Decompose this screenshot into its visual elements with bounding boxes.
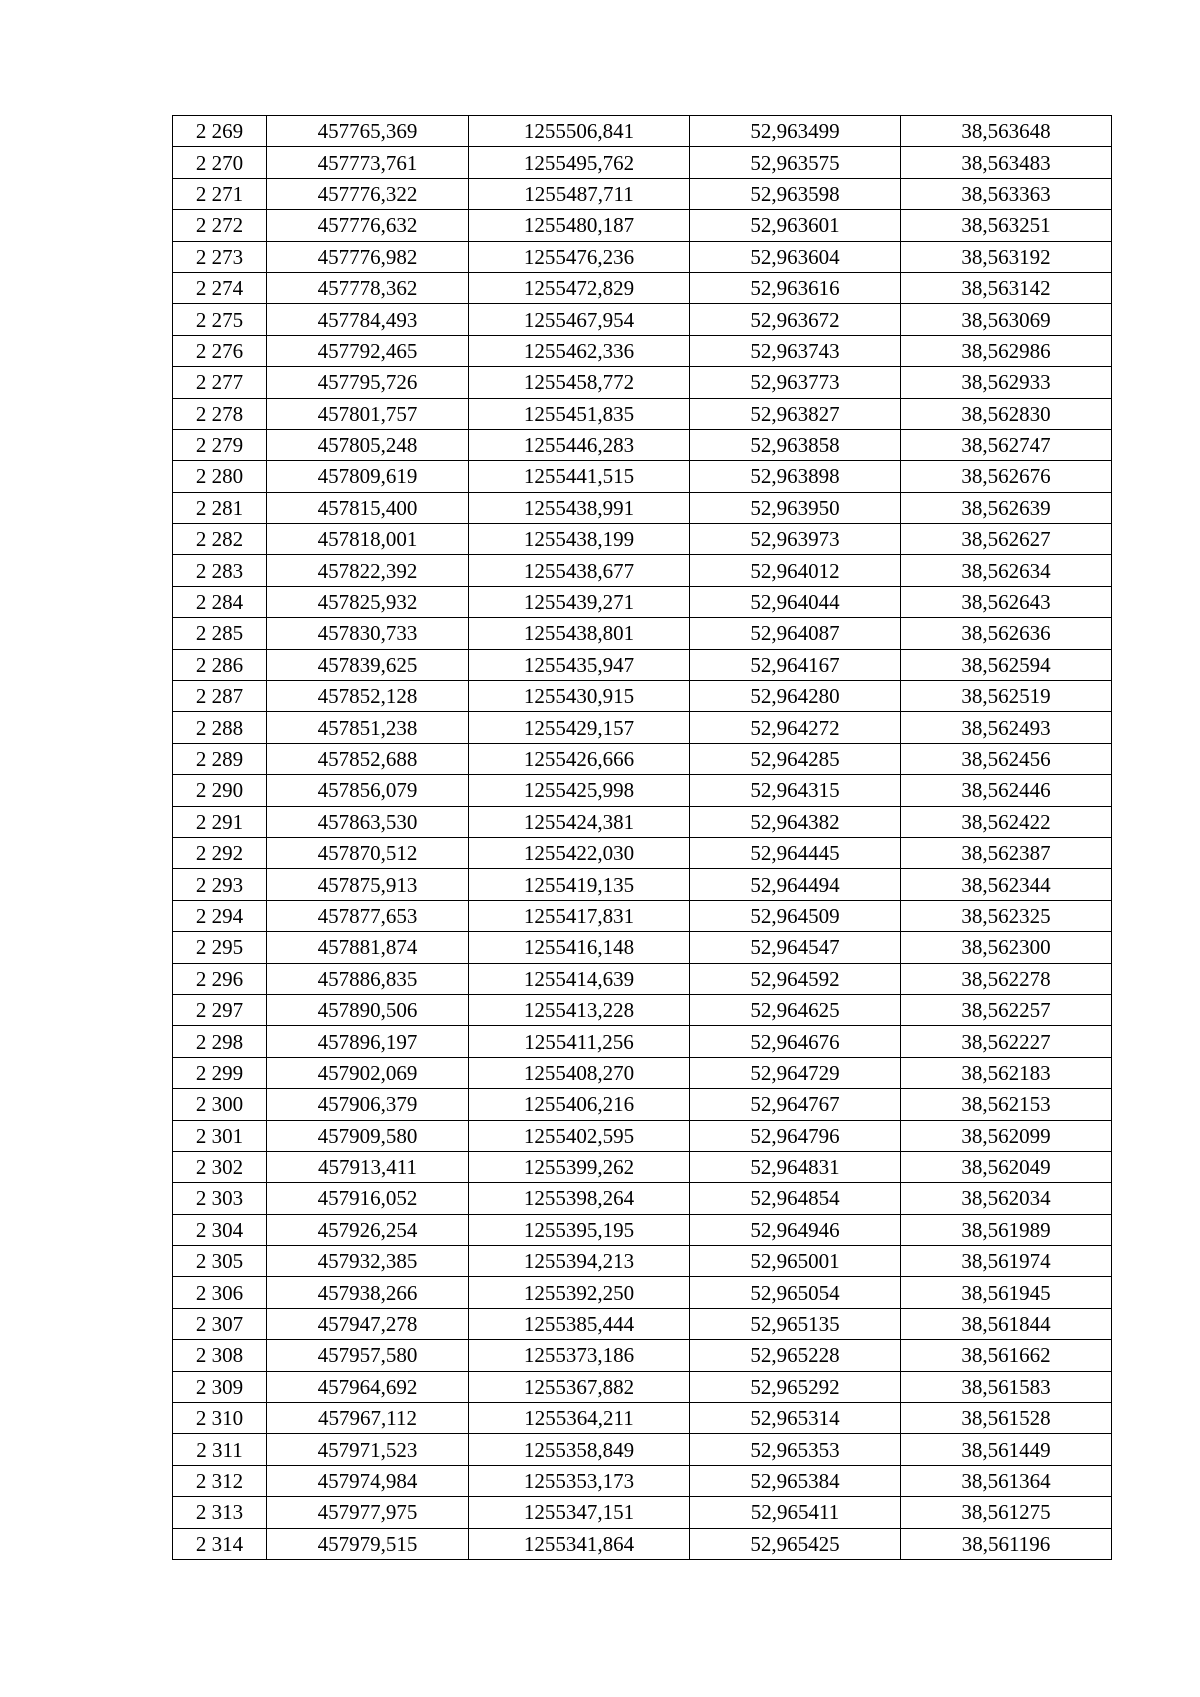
longitude-cell: 38,561364 <box>901 1465 1112 1496</box>
latitude-cell: 52,963773 <box>690 367 901 398</box>
longitude-cell: 38,562153 <box>901 1089 1112 1120</box>
longitude-cell: 38,561528 <box>901 1403 1112 1434</box>
point-number-cell: 2 304 <box>173 1214 267 1245</box>
latitude-cell: 52,965054 <box>690 1277 901 1308</box>
longitude-cell: 38,562344 <box>901 869 1112 900</box>
longitude-cell: 38,563251 <box>901 210 1112 241</box>
y-coordinate-cell: 1255419,135 <box>469 869 690 900</box>
table-row <box>173 1434 1112 1465</box>
latitude-cell: 52,963898 <box>690 461 901 492</box>
latitude-cell: 52,964831 <box>690 1151 901 1182</box>
point-number-cell: 2 276 <box>173 335 267 366</box>
latitude-cell: 52,964315 <box>690 775 901 806</box>
x-coordinate-cell: 457776,982 <box>267 241 469 272</box>
point-number-cell: 2 275 <box>173 304 267 335</box>
longitude-cell: 38,562519 <box>901 681 1112 712</box>
table-row <box>173 869 1112 900</box>
longitude-cell: 38,562933 <box>901 367 1112 398</box>
x-coordinate-cell: 457776,322 <box>267 178 469 209</box>
longitude-cell: 38,562643 <box>901 586 1112 617</box>
y-coordinate-cell: 1255438,199 <box>469 524 690 555</box>
x-coordinate-cell: 457886,835 <box>267 963 469 994</box>
y-coordinate-cell: 1255416,148 <box>469 932 690 963</box>
y-coordinate-cell: 1255458,772 <box>469 367 690 398</box>
y-coordinate-cell: 1255413,228 <box>469 994 690 1025</box>
table-row <box>173 1026 1112 1057</box>
latitude-cell: 52,965135 <box>690 1308 901 1339</box>
y-coordinate-cell: 1255394,213 <box>469 1246 690 1277</box>
longitude-cell: 38,563192 <box>901 241 1112 272</box>
latitude-cell: 52,964592 <box>690 963 901 994</box>
table-row <box>173 367 1112 398</box>
y-coordinate-cell: 1255472,829 <box>469 272 690 303</box>
x-coordinate-cell: 457776,632 <box>267 210 469 241</box>
y-coordinate-cell: 1255438,801 <box>469 618 690 649</box>
y-coordinate-cell: 1255422,030 <box>469 837 690 868</box>
y-coordinate-cell: 1255367,882 <box>469 1371 690 1402</box>
table-row <box>173 1403 1112 1434</box>
longitude-cell: 38,562830 <box>901 398 1112 429</box>
x-coordinate-cell: 457822,392 <box>267 555 469 586</box>
x-coordinate-cell: 457852,688 <box>267 743 469 774</box>
table-row <box>173 994 1112 1025</box>
table-row <box>173 649 1112 680</box>
y-coordinate-cell: 1255385,444 <box>469 1308 690 1339</box>
point-number-cell: 2 271 <box>173 178 267 209</box>
table-row <box>173 1183 1112 1214</box>
longitude-cell: 38,562387 <box>901 837 1112 868</box>
y-coordinate-cell: 1255408,270 <box>469 1057 690 1088</box>
y-coordinate-cell: 1255480,187 <box>469 210 690 241</box>
x-coordinate-cell: 457979,515 <box>267 1528 469 1559</box>
x-coordinate-cell: 457947,278 <box>267 1308 469 1339</box>
table-row <box>173 932 1112 963</box>
table-row <box>173 775 1112 806</box>
table-row <box>173 712 1112 743</box>
point-number-cell: 2 312 <box>173 1465 267 1496</box>
longitude-cell: 38,562099 <box>901 1120 1112 1151</box>
latitude-cell: 52,963601 <box>690 210 901 241</box>
latitude-cell: 52,963499 <box>690 116 901 147</box>
longitude-cell: 38,562634 <box>901 555 1112 586</box>
table-row <box>173 743 1112 774</box>
latitude-cell: 52,964676 <box>690 1026 901 1057</box>
latitude-cell: 52,964285 <box>690 743 901 774</box>
longitude-cell: 38,562034 <box>901 1183 1112 1214</box>
y-coordinate-cell: 1255417,831 <box>469 900 690 931</box>
x-coordinate-cell: 457856,079 <box>267 775 469 806</box>
point-number-cell: 2 277 <box>173 367 267 398</box>
latitude-cell: 52,963604 <box>690 241 901 272</box>
table-row <box>173 398 1112 429</box>
y-coordinate-cell: 1255430,915 <box>469 681 690 712</box>
longitude-cell: 38,562747 <box>901 429 1112 460</box>
table-row <box>173 555 1112 586</box>
y-coordinate-cell: 1255441,515 <box>469 461 690 492</box>
longitude-cell: 38,562676 <box>901 461 1112 492</box>
y-coordinate-cell: 1255439,271 <box>469 586 690 617</box>
y-coordinate-cell: 1255495,762 <box>469 147 690 178</box>
point-number-cell: 2 291 <box>173 806 267 837</box>
y-coordinate-cell: 1255435,947 <box>469 649 690 680</box>
latitude-cell: 52,965384 <box>690 1465 901 1496</box>
x-coordinate-cell: 457778,362 <box>267 272 469 303</box>
x-coordinate-cell: 457784,493 <box>267 304 469 335</box>
y-coordinate-cell: 1255476,236 <box>469 241 690 272</box>
latitude-cell: 52,964494 <box>690 869 901 900</box>
longitude-cell: 38,561989 <box>901 1214 1112 1245</box>
latitude-cell: 52,963973 <box>690 524 901 555</box>
longitude-cell: 38,561662 <box>901 1340 1112 1371</box>
table-row <box>173 586 1112 617</box>
x-coordinate-cell: 457801,757 <box>267 398 469 429</box>
x-coordinate-cell: 457906,379 <box>267 1089 469 1120</box>
point-number-cell: 2 293 <box>173 869 267 900</box>
point-number-cell: 2 306 <box>173 1277 267 1308</box>
latitude-cell: 52,964382 <box>690 806 901 837</box>
x-coordinate-cell: 457863,530 <box>267 806 469 837</box>
x-coordinate-cell: 457926,254 <box>267 1214 469 1245</box>
x-coordinate-cell: 457870,512 <box>267 837 469 868</box>
x-coordinate-cell: 457896,197 <box>267 1026 469 1057</box>
longitude-cell: 38,563483 <box>901 147 1112 178</box>
longitude-cell: 38,563363 <box>901 178 1112 209</box>
latitude-cell: 52,963743 <box>690 335 901 366</box>
latitude-cell: 52,964044 <box>690 586 901 617</box>
x-coordinate-cell: 457818,001 <box>267 524 469 555</box>
latitude-cell: 52,964087 <box>690 618 901 649</box>
table-row <box>173 524 1112 555</box>
x-coordinate-cell: 457839,625 <box>267 649 469 680</box>
latitude-cell: 52,964280 <box>690 681 901 712</box>
latitude-cell: 52,965314 <box>690 1403 901 1434</box>
latitude-cell: 52,963575 <box>690 147 901 178</box>
latitude-cell: 52,963827 <box>690 398 901 429</box>
point-number-cell: 2 284 <box>173 586 267 617</box>
x-coordinate-cell: 457825,932 <box>267 586 469 617</box>
y-coordinate-cell: 1255424,381 <box>469 806 690 837</box>
point-number-cell: 2 296 <box>173 963 267 994</box>
longitude-cell: 38,562227 <box>901 1026 1112 1057</box>
table-row <box>173 1308 1112 1339</box>
y-coordinate-cell: 1255398,264 <box>469 1183 690 1214</box>
y-coordinate-cell: 1255358,849 <box>469 1434 690 1465</box>
longitude-cell: 38,562325 <box>901 900 1112 931</box>
y-coordinate-cell: 1255406,216 <box>469 1089 690 1120</box>
point-number-cell: 2 269 <box>173 116 267 147</box>
point-number-cell: 2 294 <box>173 900 267 931</box>
x-coordinate-cell: 457974,984 <box>267 1465 469 1496</box>
latitude-cell: 52,963672 <box>690 304 901 335</box>
longitude-cell: 38,562257 <box>901 994 1112 1025</box>
table-row <box>173 1089 1112 1120</box>
latitude-cell: 52,963598 <box>690 178 901 209</box>
table-row <box>173 681 1112 712</box>
table-row <box>173 492 1112 523</box>
longitude-cell: 38,562627 <box>901 524 1112 555</box>
longitude-cell: 38,561449 <box>901 1434 1112 1465</box>
y-coordinate-cell: 1255506,841 <box>469 116 690 147</box>
table-row <box>173 1465 1112 1496</box>
latitude-cell: 52,964796 <box>690 1120 901 1151</box>
latitude-cell: 52,963950 <box>690 492 901 523</box>
y-coordinate-cell: 1255462,336 <box>469 335 690 366</box>
longitude-cell: 38,562636 <box>901 618 1112 649</box>
x-coordinate-cell: 457795,726 <box>267 367 469 398</box>
longitude-cell: 38,562986 <box>901 335 1112 366</box>
point-number-cell: 2 302 <box>173 1151 267 1182</box>
coordinates-table-body <box>173 116 1112 1560</box>
latitude-cell: 52,963616 <box>690 272 901 303</box>
latitude-cell: 52,964946 <box>690 1214 901 1245</box>
longitude-cell: 38,563069 <box>901 304 1112 335</box>
x-coordinate-cell: 457815,400 <box>267 492 469 523</box>
y-coordinate-cell: 1255373,186 <box>469 1340 690 1371</box>
latitude-cell: 52,965001 <box>690 1246 901 1277</box>
longitude-cell: 38,562446 <box>901 775 1112 806</box>
table-row <box>173 210 1112 241</box>
x-coordinate-cell: 457805,248 <box>267 429 469 460</box>
x-coordinate-cell: 457913,411 <box>267 1151 469 1182</box>
longitude-cell: 38,562049 <box>901 1151 1112 1182</box>
x-coordinate-cell: 457765,369 <box>267 116 469 147</box>
point-number-cell: 2 285 <box>173 618 267 649</box>
latitude-cell: 52,963858 <box>690 429 901 460</box>
y-coordinate-cell: 1255451,835 <box>469 398 690 429</box>
point-number-cell: 2 278 <box>173 398 267 429</box>
point-number-cell: 2 272 <box>173 210 267 241</box>
latitude-cell: 52,965353 <box>690 1434 901 1465</box>
x-coordinate-cell: 457902,069 <box>267 1057 469 1088</box>
y-coordinate-cell: 1255487,711 <box>469 178 690 209</box>
longitude-cell: 38,561275 <box>901 1497 1112 1528</box>
point-number-cell: 2 307 <box>173 1308 267 1339</box>
table-row <box>173 1528 1112 1559</box>
table-row <box>173 178 1112 209</box>
point-number-cell: 2 292 <box>173 837 267 868</box>
x-coordinate-cell: 457977,975 <box>267 1497 469 1528</box>
x-coordinate-cell: 457890,506 <box>267 994 469 1025</box>
point-number-cell: 2 281 <box>173 492 267 523</box>
longitude-cell: 38,561844 <box>901 1308 1112 1339</box>
point-number-cell: 2 280 <box>173 461 267 492</box>
point-number-cell: 2 311 <box>173 1434 267 1465</box>
point-number-cell: 2 313 <box>173 1497 267 1528</box>
y-coordinate-cell: 1255426,666 <box>469 743 690 774</box>
point-number-cell: 2 283 <box>173 555 267 586</box>
table-row <box>173 1277 1112 1308</box>
point-number-cell: 2 273 <box>173 241 267 272</box>
table-row <box>173 147 1112 178</box>
longitude-cell: 38,561583 <box>901 1371 1112 1402</box>
y-coordinate-cell: 1255438,677 <box>469 555 690 586</box>
latitude-cell: 52,964167 <box>690 649 901 680</box>
x-coordinate-cell: 457909,580 <box>267 1120 469 1151</box>
latitude-cell: 52,964012 <box>690 555 901 586</box>
x-coordinate-cell: 457875,913 <box>267 869 469 900</box>
x-coordinate-cell: 457852,128 <box>267 681 469 712</box>
latitude-cell: 52,964272 <box>690 712 901 743</box>
x-coordinate-cell: 457967,112 <box>267 1403 469 1434</box>
longitude-cell: 38,562639 <box>901 492 1112 523</box>
latitude-cell: 52,964509 <box>690 900 901 931</box>
x-coordinate-cell: 457792,465 <box>267 335 469 366</box>
point-number-cell: 2 299 <box>173 1057 267 1088</box>
point-number-cell: 2 295 <box>173 932 267 963</box>
point-number-cell: 2 314 <box>173 1528 267 1559</box>
table-row <box>173 429 1112 460</box>
point-number-cell: 2 282 <box>173 524 267 555</box>
latitude-cell: 52,964547 <box>690 932 901 963</box>
y-coordinate-cell: 1255429,157 <box>469 712 690 743</box>
table-row <box>173 335 1112 366</box>
coordinates-table <box>172 115 1112 1560</box>
x-coordinate-cell: 457932,385 <box>267 1246 469 1277</box>
longitude-cell: 38,561945 <box>901 1277 1112 1308</box>
table-row <box>173 1497 1112 1528</box>
latitude-cell: 52,964729 <box>690 1057 901 1088</box>
x-coordinate-cell: 457964,692 <box>267 1371 469 1402</box>
y-coordinate-cell: 1255353,173 <box>469 1465 690 1496</box>
table-row <box>173 618 1112 649</box>
longitude-cell: 38,562456 <box>901 743 1112 774</box>
latitude-cell: 52,965228 <box>690 1340 901 1371</box>
point-number-cell: 2 290 <box>173 775 267 806</box>
point-number-cell: 2 309 <box>173 1371 267 1402</box>
x-coordinate-cell: 457957,580 <box>267 1340 469 1371</box>
table-row <box>173 1057 1112 1088</box>
point-number-cell: 2 297 <box>173 994 267 1025</box>
point-number-cell: 2 288 <box>173 712 267 743</box>
point-number-cell: 2 286 <box>173 649 267 680</box>
latitude-cell: 52,964854 <box>690 1183 901 1214</box>
x-coordinate-cell: 457851,238 <box>267 712 469 743</box>
longitude-cell: 38,562594 <box>901 649 1112 680</box>
table-row <box>173 1246 1112 1277</box>
longitude-cell: 38,562493 <box>901 712 1112 743</box>
point-number-cell: 2 308 <box>173 1340 267 1371</box>
y-coordinate-cell: 1255411,256 <box>469 1026 690 1057</box>
point-number-cell: 2 270 <box>173 147 267 178</box>
y-coordinate-cell: 1255402,595 <box>469 1120 690 1151</box>
point-number-cell: 2 279 <box>173 429 267 460</box>
latitude-cell: 52,965425 <box>690 1528 901 1559</box>
x-coordinate-cell: 457877,653 <box>267 900 469 931</box>
point-number-cell: 2 300 <box>173 1089 267 1120</box>
table-row <box>173 1151 1112 1182</box>
table-row <box>173 241 1112 272</box>
table-row <box>173 272 1112 303</box>
point-number-cell: 2 305 <box>173 1246 267 1277</box>
latitude-cell: 52,964445 <box>690 837 901 868</box>
latitude-cell: 52,964767 <box>690 1089 901 1120</box>
table-row <box>173 1371 1112 1402</box>
point-number-cell: 2 303 <box>173 1183 267 1214</box>
table-row <box>173 1214 1112 1245</box>
latitude-cell: 52,965292 <box>690 1371 901 1402</box>
point-number-cell: 2 310 <box>173 1403 267 1434</box>
y-coordinate-cell: 1255438,991 <box>469 492 690 523</box>
x-coordinate-cell: 457916,052 <box>267 1183 469 1214</box>
table-row <box>173 1120 1112 1151</box>
longitude-cell: 38,562422 <box>901 806 1112 837</box>
longitude-cell: 38,563648 <box>901 116 1112 147</box>
x-coordinate-cell: 457773,761 <box>267 147 469 178</box>
y-coordinate-cell: 1255467,954 <box>469 304 690 335</box>
y-coordinate-cell: 1255414,639 <box>469 963 690 994</box>
table-row <box>173 963 1112 994</box>
x-coordinate-cell: 457830,733 <box>267 618 469 649</box>
latitude-cell: 52,964625 <box>690 994 901 1025</box>
table-row <box>173 900 1112 931</box>
y-coordinate-cell: 1255392,250 <box>469 1277 690 1308</box>
y-coordinate-cell: 1255347,151 <box>469 1497 690 1528</box>
x-coordinate-cell: 457809,619 <box>267 461 469 492</box>
longitude-cell: 38,563142 <box>901 272 1112 303</box>
table-row <box>173 116 1112 147</box>
y-coordinate-cell: 1255425,998 <box>469 775 690 806</box>
y-coordinate-cell: 1255364,211 <box>469 1403 690 1434</box>
x-coordinate-cell: 457881,874 <box>267 932 469 963</box>
longitude-cell: 38,561196 <box>901 1528 1112 1559</box>
longitude-cell: 38,561974 <box>901 1246 1112 1277</box>
table-row <box>173 461 1112 492</box>
point-number-cell: 2 298 <box>173 1026 267 1057</box>
table-row <box>173 1340 1112 1371</box>
point-number-cell: 2 301 <box>173 1120 267 1151</box>
longitude-cell: 38,562183 <box>901 1057 1112 1088</box>
longitude-cell: 38,562300 <box>901 932 1112 963</box>
point-number-cell: 2 289 <box>173 743 267 774</box>
point-number-cell: 2 274 <box>173 272 267 303</box>
y-coordinate-cell: 1255446,283 <box>469 429 690 460</box>
y-coordinate-cell: 1255395,195 <box>469 1214 690 1245</box>
x-coordinate-cell: 457971,523 <box>267 1434 469 1465</box>
table-row <box>173 837 1112 868</box>
point-number-cell: 2 287 <box>173 681 267 712</box>
x-coordinate-cell: 457938,266 <box>267 1277 469 1308</box>
table-row <box>173 806 1112 837</box>
y-coordinate-cell: 1255341,864 <box>469 1528 690 1559</box>
y-coordinate-cell: 1255399,262 <box>469 1151 690 1182</box>
longitude-cell: 38,562278 <box>901 963 1112 994</box>
latitude-cell: 52,965411 <box>690 1497 901 1528</box>
table-row <box>173 304 1112 335</box>
